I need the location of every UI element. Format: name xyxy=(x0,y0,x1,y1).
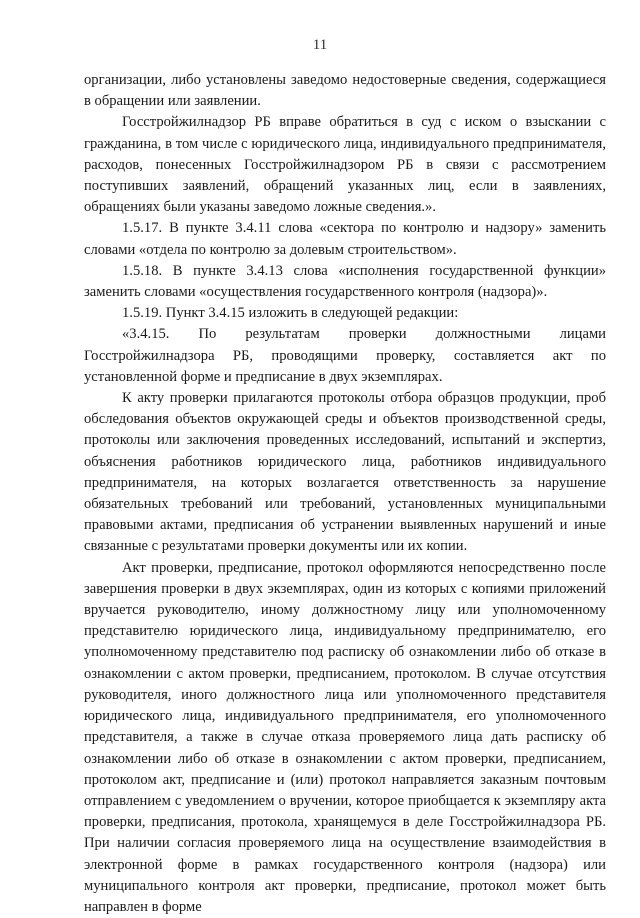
paragraph-2: Госстройжилнадзор РБ вправе обратиться в суд с иском о взыскании с гражданина, в том числе с юридического лица, индивидуального предпринимателя, расходов, понесенных Госстройжилнадзором РБ в связи с рассмотрением поступивших заявлений, обращений указанных лиц, если в заявлениях, обращениях были указаны заведомо ложные сведения.». xyxy=(84,114,606,216)
document-body xyxy=(84,70,606,918)
paragraph-1: организации, либо установлены заведомо недостоверные сведения, содержащиеся в обращении или заявлении. xyxy=(84,72,606,110)
paragraph-7: К акту проверки прилагаются протоколы отбора образцов продукции, проб обследования объектов окружающей среды и объектов производственной среды, протоколы или заключения проведенных исследований, испытаний и экспертиз, объяснения работников юридического лица, работников индивидуального предпринимателя, на которых возлагается ответственность за нарушение обязательных требований или требований, установленных муниципальными правовыми актами, предписания об устранении выявленных нарушений и иные связанные с результатами проверки документы или их копии. xyxy=(84,390,606,555)
paragraph-8: Акт проверки, предписание, протокол оформляются непосредственно после завершения проверки в двух экземплярах, один из которых с копиями приложений вручается руководителю, иному должностному лицу или уполномоченному представителю юридического лица, индивидуальному предпринимателю, его уполномоченному представителю под расписку об ознакомлении либо об отказе в ознакомлении с актом проверки, предписанием, протоколом. В случае отсутствия руководителя, иного должностного лица или уполномоченного представителя юридического лица, индивидуального предпринимателя, его уполномоченного представителя, а также в случае отказа проверяемого лица дать расписку об ознакомлении либо об отказе в ознакомлении с актом проверки, предписанием, протоколом акт, предписание и (или) протокол направляется заказным почтовым отправлением с уведомлением о вручении, которое приобщается к экземпляру акта проверки, предписания, протокола, хранящемуся в деле Госстройжилнадзора РБ. При наличии согласия проверяемого лица на осуществление взаимодействия в электронной форме в рамках государственного контроля (надзора) или муниципального контроля акт проверки, предписание, протокол может быть направлен в форме xyxy=(84,559,606,915)
paragraph-5: 1.5.19. Пункт 3.4.15 изложить в следующей редакции: xyxy=(122,305,459,322)
paragraph-6: «3.4.15. По результатам проверки должностными лицами Госстройжилнадзора РБ, проводящими проверку, составляется акт по установленной форме и предписание в двух экземплярах. xyxy=(84,326,606,385)
paragraph-3: 1.5.17. В пункте 3.4.11 слова «сектора по контролю и надзору» заменить словами «отдела по контролю за долевым строительством». xyxy=(84,220,606,258)
paragraph-4: 1.5.18. В пункте 3.4.13 слова «исполнения государственной функции» заменить словами «осуществления государственного контроля (надзора)». xyxy=(84,262,606,301)
page-number: 11 xyxy=(312,37,328,53)
